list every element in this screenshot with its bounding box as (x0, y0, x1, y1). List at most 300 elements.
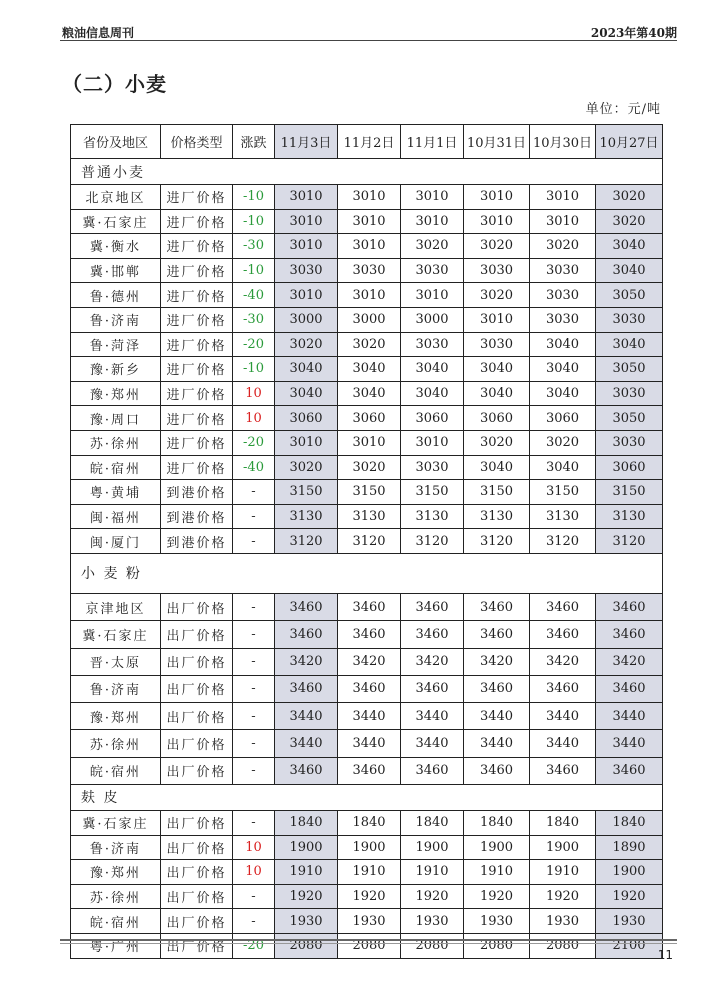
price-cell: 3460 (338, 675, 401, 702)
table-row (71, 258, 663, 283)
table-row (71, 430, 663, 455)
col-header-date: 11月1日 (401, 125, 464, 159)
price-cell: 3040 (401, 381, 464, 406)
price-type-cell: 到港价格 (161, 529, 233, 554)
price-cell: 3020 (530, 430, 596, 455)
price-cell: 3040 (275, 381, 338, 406)
change-cell: - (233, 884, 275, 909)
price-cell: 2080 (275, 933, 338, 958)
price-cell: 2080 (464, 933, 530, 958)
price-cell: 3440 (530, 730, 596, 757)
price-type-cell: 进厂价格 (161, 430, 233, 455)
price-cell: 3010 (401, 209, 464, 234)
price-cell: 3010 (530, 185, 596, 210)
price-cell: 3040 (530, 381, 596, 406)
price-cell: 3460 (596, 593, 663, 620)
price-cell: 3460 (530, 675, 596, 702)
table-row (71, 185, 663, 210)
col-header-change: 涨跌 (233, 125, 275, 159)
change-cell: -10 (233, 209, 275, 234)
change-cell: - (233, 648, 275, 675)
change-cell: - (233, 810, 275, 835)
price-cell: 3460 (464, 675, 530, 702)
table-row (71, 480, 663, 505)
col-header-date: 10月27日 (596, 125, 663, 159)
price-cell: 3440 (338, 703, 401, 730)
region-cell: 苏·徐州 (71, 884, 161, 909)
price-cell: 1900 (596, 860, 663, 885)
price-cell: 3130 (464, 504, 530, 529)
price-cell: 3460 (338, 593, 401, 620)
price-cell: 2080 (338, 933, 401, 958)
change-cell: -20 (233, 933, 275, 958)
col-header-price-type: 价格类型 (161, 125, 233, 159)
price-cell: 1930 (530, 909, 596, 934)
table-row (71, 621, 663, 648)
category-title: 普通小麦 (71, 159, 663, 185)
price-type-cell: 出厂价格 (161, 730, 233, 757)
price-type-cell: 到港价格 (161, 504, 233, 529)
price-cell: 3040 (530, 357, 596, 382)
table-row (71, 381, 663, 406)
price-cell: 3010 (338, 185, 401, 210)
price-cell: 3120 (530, 529, 596, 554)
region-cell: 鲁·济南 (71, 835, 161, 860)
price-type-cell: 出厂价格 (161, 703, 233, 730)
price-cell: 3010 (275, 185, 338, 210)
price-cell: 1900 (464, 835, 530, 860)
price-type-cell: 出厂价格 (161, 909, 233, 934)
table-row (71, 357, 663, 382)
price-cell: 3420 (596, 648, 663, 675)
price-type-cell: 进厂价格 (161, 185, 233, 210)
change-cell: -30 (233, 234, 275, 259)
region-cell: 粤·黄埔 (71, 480, 161, 505)
table-row (71, 933, 663, 958)
col-header-date: 11月3日 (275, 125, 338, 159)
price-type-cell: 进厂价格 (161, 406, 233, 431)
price-type-cell: 出厂价格 (161, 757, 233, 784)
unit-label: 单位：元/吨 (585, 102, 661, 117)
price-cell: 3030 (401, 332, 464, 357)
price-type-cell: 进厂价格 (161, 234, 233, 259)
page-number: 11 (657, 948, 673, 962)
table-header-row (71, 125, 663, 159)
price-cell: 1920 (464, 884, 530, 909)
table-row (71, 234, 663, 259)
price-cell: 3060 (401, 406, 464, 431)
price-cell: 3040 (596, 258, 663, 283)
region-cell: 冀·石家庄 (71, 621, 161, 648)
publication-name: 粮油信息周刊 (62, 26, 135, 40)
price-type-cell: 出厂价格 (161, 835, 233, 860)
price-cell: 3460 (464, 757, 530, 784)
price-cell: 3460 (530, 593, 596, 620)
price-cell: 3010 (401, 430, 464, 455)
change-cell: -10 (233, 185, 275, 210)
price-cell: 3010 (338, 430, 401, 455)
table-row (71, 648, 663, 675)
price-cell: 3040 (464, 381, 530, 406)
table-row (71, 529, 663, 554)
price-cell: 3050 (596, 406, 663, 431)
price-cell: 1900 (338, 835, 401, 860)
price-cell: 1930 (596, 909, 663, 934)
price-cell: 3440 (275, 730, 338, 757)
price-cell: 3120 (401, 529, 464, 554)
price-cell: 3010 (530, 209, 596, 234)
price-cell: 1840 (275, 810, 338, 835)
table-row (71, 909, 663, 934)
table-row (71, 810, 663, 835)
price-cell: 3060 (275, 406, 338, 431)
region-cell: 豫·郑州 (71, 703, 161, 730)
price-cell: 3010 (275, 209, 338, 234)
region-cell: 冀·衡水 (71, 234, 161, 259)
price-cell: 1930 (464, 909, 530, 934)
region-cell: 冀·石家庄 (71, 810, 161, 835)
price-type-cell: 进厂价格 (161, 381, 233, 406)
price-cell: 3010 (338, 283, 401, 308)
region-cell: 鲁·德州 (71, 283, 161, 308)
price-cell: 3040 (596, 234, 663, 259)
price-cell: 3130 (596, 504, 663, 529)
change-cell: - (233, 529, 275, 554)
table-row (71, 283, 663, 308)
change-cell: -10 (233, 258, 275, 283)
region-cell: 京津地区 (71, 593, 161, 620)
price-cell: 1840 (530, 810, 596, 835)
price-cell: 1900 (275, 835, 338, 860)
price-cell: 3130 (338, 504, 401, 529)
change-cell: -10 (233, 357, 275, 382)
price-cell: 3000 (338, 307, 401, 332)
price-type-cell: 出厂价格 (161, 810, 233, 835)
price-type-cell: 进厂价格 (161, 209, 233, 234)
price-cell: 1910 (464, 860, 530, 885)
region-cell: 豫·郑州 (71, 381, 161, 406)
price-type-cell: 进厂价格 (161, 357, 233, 382)
price-type-cell: 进厂价格 (161, 455, 233, 480)
price-cell: 3120 (464, 529, 530, 554)
price-cell: 3440 (596, 703, 663, 730)
table-row (71, 730, 663, 757)
price-cell: 1900 (530, 835, 596, 860)
price-cell: 3440 (401, 730, 464, 757)
change-cell: -40 (233, 283, 275, 308)
price-cell: 3460 (464, 593, 530, 620)
price-cell: 1910 (275, 860, 338, 885)
table-row (71, 593, 663, 620)
wheat-price-table (70, 124, 663, 959)
change-cell: -40 (233, 455, 275, 480)
price-cell: 3460 (401, 621, 464, 648)
change-cell: 10 (233, 860, 275, 885)
price-cell: 3460 (401, 593, 464, 620)
price-cell: 3420 (530, 648, 596, 675)
price-cell: 1900 (401, 835, 464, 860)
footer-divider (60, 939, 677, 941)
price-cell: 1920 (338, 884, 401, 909)
region-cell: 鲁·济南 (71, 307, 161, 332)
change-cell: - (233, 504, 275, 529)
price-cell: 3040 (464, 455, 530, 480)
price-cell: 3460 (464, 621, 530, 648)
price-cell: 3040 (596, 332, 663, 357)
price-cell: 3460 (401, 675, 464, 702)
price-cell: 3010 (464, 185, 530, 210)
price-cell: 3440 (275, 703, 338, 730)
change-cell: -20 (233, 332, 275, 357)
table-row (71, 406, 663, 431)
change-cell: - (233, 675, 275, 702)
price-cell: 3030 (464, 258, 530, 283)
price-cell: 3150 (401, 480, 464, 505)
table-row (71, 884, 663, 909)
price-cell: 1930 (275, 909, 338, 934)
price-cell: 3010 (401, 185, 464, 210)
region-cell: 苏·徐州 (71, 730, 161, 757)
price-cell: 3010 (275, 234, 338, 259)
price-cell: 3010 (275, 430, 338, 455)
price-cell: 3460 (596, 757, 663, 784)
price-cell: 1840 (596, 810, 663, 835)
change-cell: 10 (233, 381, 275, 406)
price-cell: 3030 (596, 307, 663, 332)
region-cell: 豫·郑州 (71, 860, 161, 885)
region-cell: 鲁·济南 (71, 675, 161, 702)
price-cell: 3130 (275, 504, 338, 529)
price-cell: 3020 (464, 430, 530, 455)
change-cell: -20 (233, 430, 275, 455)
price-type-cell: 出厂价格 (161, 884, 233, 909)
price-cell: 3020 (464, 283, 530, 308)
header-divider (60, 40, 677, 41)
price-cell: 3060 (338, 406, 401, 431)
price-cell: 3020 (530, 234, 596, 259)
table-row (71, 860, 663, 885)
change-cell: - (233, 480, 275, 505)
price-cell: 3440 (338, 730, 401, 757)
change-cell: 10 (233, 835, 275, 860)
price-cell: 3030 (530, 258, 596, 283)
region-cell: 皖·宿州 (71, 909, 161, 934)
price-cell: 3010 (275, 283, 338, 308)
price-cell: 3040 (338, 381, 401, 406)
change-cell: - (233, 621, 275, 648)
price-cell: 3010 (338, 209, 401, 234)
price-cell: 2080 (530, 933, 596, 958)
price-cell: 3000 (275, 307, 338, 332)
table-row (71, 835, 663, 860)
price-type-cell: 出厂价格 (161, 648, 233, 675)
price-cell: 3010 (464, 307, 530, 332)
col-header-date: 10月30日 (530, 125, 596, 159)
region-cell: 豫·新乡 (71, 357, 161, 382)
table-row (71, 307, 663, 332)
price-type-cell: 出厂价格 (161, 933, 233, 958)
price-cell: 3460 (275, 757, 338, 784)
price-cell: 3150 (530, 480, 596, 505)
price-type-cell: 进厂价格 (161, 332, 233, 357)
category-row (71, 553, 663, 593)
table-row (71, 504, 663, 529)
table-row (71, 675, 663, 702)
price-cell: 1910 (401, 860, 464, 885)
region-cell: 鲁·菏泽 (71, 332, 161, 357)
footer-divider-thin (60, 943, 677, 944)
price-cell: 3020 (338, 332, 401, 357)
price-cell: 3460 (275, 675, 338, 702)
price-cell: 1910 (338, 860, 401, 885)
price-cell: 3460 (596, 621, 663, 648)
price-cell: 3020 (275, 455, 338, 480)
price-type-cell: 进厂价格 (161, 258, 233, 283)
region-cell: 皖·宿州 (71, 757, 161, 784)
price-cell: 3460 (338, 621, 401, 648)
price-cell: 3440 (401, 703, 464, 730)
price-cell: 1930 (338, 909, 401, 934)
price-cell: 3030 (530, 307, 596, 332)
price-cell: 3040 (530, 455, 596, 480)
category-row (71, 159, 663, 185)
issue-number: 2023年第40期 (590, 26, 677, 40)
price-cell: 3010 (401, 283, 464, 308)
price-cell: 3040 (275, 357, 338, 382)
price-cell: 1840 (338, 810, 401, 835)
price-cell: 3420 (464, 648, 530, 675)
price-cell: 3460 (338, 757, 401, 784)
change-cell: 10 (233, 406, 275, 431)
price-cell: 2080 (401, 933, 464, 958)
price-cell: 3440 (530, 703, 596, 730)
price-cell: 3030 (401, 258, 464, 283)
price-cell: 3060 (596, 455, 663, 480)
price-cell: 3460 (401, 757, 464, 784)
region-cell: 皖·宿州 (71, 455, 161, 480)
table-body (71, 159, 663, 959)
price-cell: 3060 (464, 406, 530, 431)
price-type-cell: 出厂价格 (161, 860, 233, 885)
region-cell: 北京地区 (71, 185, 161, 210)
price-type-cell: 出厂价格 (161, 621, 233, 648)
section-title: （二）小麦 (62, 72, 167, 96)
price-cell: 3030 (596, 381, 663, 406)
col-header-date: 11月2日 (338, 125, 401, 159)
region-cell: 闽·福州 (71, 504, 161, 529)
region-cell: 闽·厦门 (71, 529, 161, 554)
price-cell: 3020 (338, 455, 401, 480)
price-type-cell: 出厂价格 (161, 593, 233, 620)
price-cell: 3000 (401, 307, 464, 332)
price-cell: 3130 (530, 504, 596, 529)
price-cell: 1840 (401, 810, 464, 835)
price-cell: 3460 (275, 593, 338, 620)
table-row (71, 757, 663, 784)
price-type-cell: 出厂价格 (161, 675, 233, 702)
price-cell: 3120 (275, 529, 338, 554)
price-cell: 3440 (464, 730, 530, 757)
price-cell: 3150 (338, 480, 401, 505)
price-cell: 1890 (596, 835, 663, 860)
change-cell: - (233, 593, 275, 620)
price-cell: 3030 (338, 258, 401, 283)
price-cell: 1910 (530, 860, 596, 885)
price-cell: 3050 (596, 283, 663, 308)
price-cell: 1840 (464, 810, 530, 835)
region-cell: 粤·广州 (71, 933, 161, 958)
price-cell: 1920 (275, 884, 338, 909)
price-cell: 3150 (275, 480, 338, 505)
price-cell: 1920 (401, 884, 464, 909)
price-cell: 3040 (530, 332, 596, 357)
price-cell: 1920 (596, 884, 663, 909)
price-cell: 3130 (401, 504, 464, 529)
col-header-date: 10月31日 (464, 125, 530, 159)
table-row (71, 209, 663, 234)
price-cell: 3060 (530, 406, 596, 431)
price-cell: 3020 (596, 209, 663, 234)
change-cell: -30 (233, 307, 275, 332)
price-cell: 3030 (464, 332, 530, 357)
table-row (71, 332, 663, 357)
col-header-region: 省份及地区 (71, 125, 161, 159)
change-cell: - (233, 909, 275, 934)
price-cell: 3010 (338, 234, 401, 259)
change-cell: - (233, 757, 275, 784)
price-cell: 3030 (530, 283, 596, 308)
price-type-cell: 到港价格 (161, 480, 233, 505)
change-cell: - (233, 730, 275, 757)
region-cell: 苏·徐州 (71, 430, 161, 455)
price-cell: 3460 (596, 675, 663, 702)
price-cell: 3020 (401, 234, 464, 259)
price-cell: 3440 (596, 730, 663, 757)
category-title: 麸 皮 (71, 784, 663, 810)
price-cell: 3460 (530, 621, 596, 648)
price-cell: 3050 (596, 357, 663, 382)
table-row (71, 703, 663, 730)
price-cell: 3020 (464, 234, 530, 259)
price-cell: 3150 (464, 480, 530, 505)
price-cell: 3420 (401, 648, 464, 675)
price-cell: 3040 (401, 357, 464, 382)
price-cell: 3010 (464, 209, 530, 234)
price-cell: 3420 (275, 648, 338, 675)
price-cell: 1930 (401, 909, 464, 934)
price-cell: 3420 (338, 648, 401, 675)
price-cell: 3120 (338, 529, 401, 554)
price-cell: 3030 (401, 455, 464, 480)
price-cell: 3120 (596, 529, 663, 554)
price-cell: 3030 (275, 258, 338, 283)
region-cell: 晋·太原 (71, 648, 161, 675)
price-cell: 3020 (275, 332, 338, 357)
price-cell: 3030 (596, 430, 663, 455)
category-title: 小 麦 粉 (71, 553, 663, 593)
price-cell: 3460 (275, 621, 338, 648)
price-cell: 3440 (464, 703, 530, 730)
price-cell: 3040 (338, 357, 401, 382)
price-cell: 3150 (596, 480, 663, 505)
region-cell: 冀·石家庄 (71, 209, 161, 234)
price-type-cell: 进厂价格 (161, 307, 233, 332)
category-row (71, 784, 663, 810)
price-cell: 1920 (530, 884, 596, 909)
price-cell: 3460 (530, 757, 596, 784)
price-cell: 2100 (596, 933, 663, 958)
region-cell: 冀·邯郸 (71, 258, 161, 283)
